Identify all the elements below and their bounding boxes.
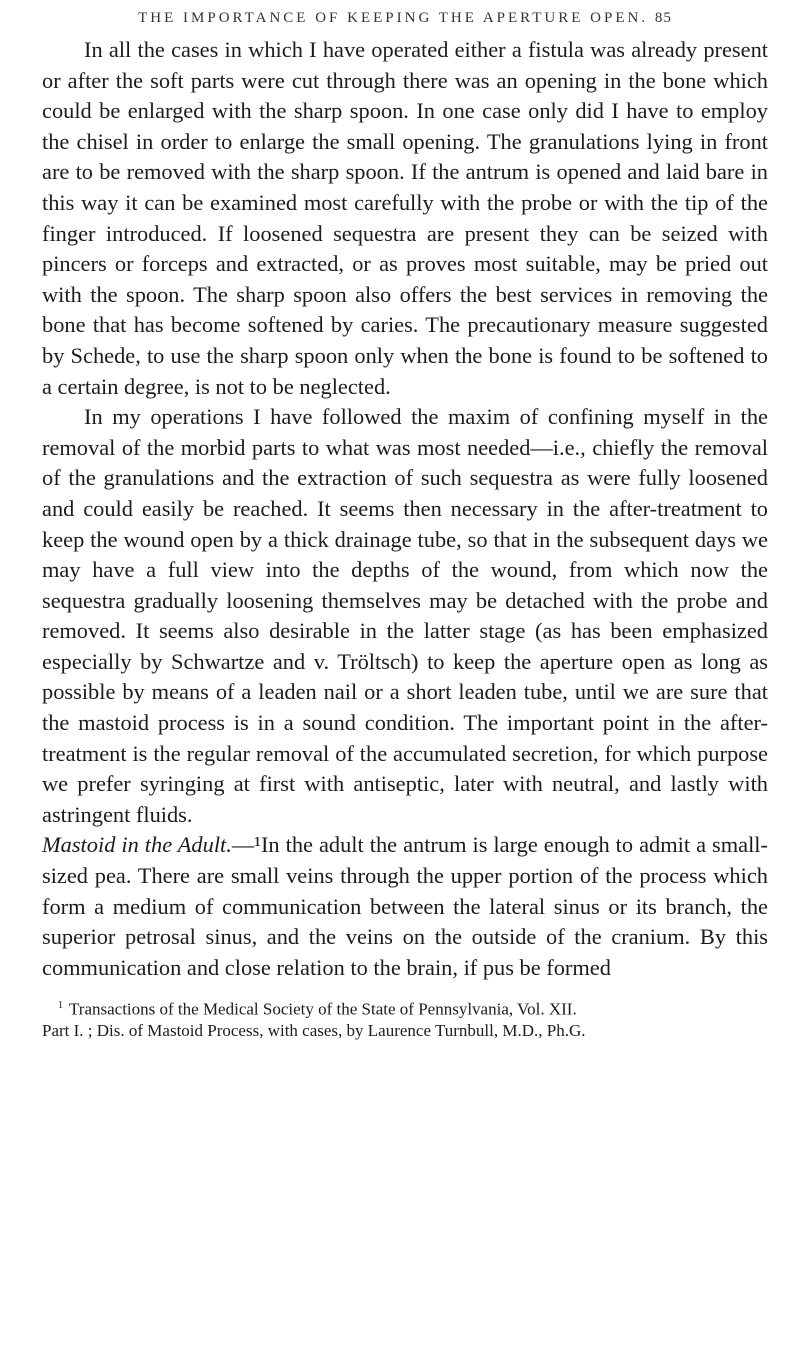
body-text <box>42 35 768 983</box>
footnote-text-1: Transactions of the Medical Society of the State of Pennsylvania, Vol. XII. <box>69 1000 577 1020</box>
running-head <box>42 10 768 27</box>
paragraph-1: In all the cases in which I have operated either a fistula was already present or after the soft parts were cut through there was an opening in the bone which could be enlarged with the sharp spoon. In one case only did I have to employ the chisel in order to enlarge the small opening. The granulations lying in front are to be removed with the sharp spoon. If the antrum is opened and laid bare in this way it can be examined most carefully with the probe or with the tip of the finger introduced. If loosened sequestra are present they can be seized with pincers or forceps and extracted, or as proves most suitable, may be pried out with the spoon. The sharp spoon also offers the best services in removing the bone that has become softened by caries. The precautionary measure suggested by Schede, to use the sharp spoon only when the bone is found to be softened to a certain degree, is not to be neglected. <box>42 37 768 399</box>
page-number: 85 <box>654 10 672 26</box>
paragraph-3 <box>42 830 768 983</box>
footnote-mark: 1 <box>58 1000 63 1012</box>
footnote-line-1 <box>42 995 768 1020</box>
section-lead: Mastoid in the Adult. <box>42 832 232 858</box>
running-head-title: THE IMPORTANCE OF KEEPING THE APERTURE OPEN. <box>138 10 649 26</box>
footnote <box>42 995 768 1041</box>
paragraph-2: In my operations I have followed the maxim of confining myself in the removal of the morbid parts to what was most needed—i.e., chiefly the removal of the granulations and the extraction of such sequestra as were fully loosened and could easily be reached. It seems then necessary in the after-treatment to keep the wound open by a thick drainage tube, so that in the subsequent days we may have a full view into the depths of the wound, from which now the sequestra gradually loosening themselves may be detached with the probe and removed. It seems also desirable in the latter stage (as has been emphasized especially by Schwartze and v. Tröltsch) to keep the aperture open as long as possible by means of a leaden nail or a short leaden tube, until we are sure that the mastoid process is in a sound condition. The important point in the after-treatment is the regular removal of the accumulated secretion, for which purpose we prefer syringing at first with antiseptic, later with neutral, and lastly with astringent fluids. <box>42 404 768 827</box>
footnote-text-2: Part I. ; Dis. of Mastoid Process, with cases, by Laurence Turnbull, M.D., Ph.G. <box>42 1021 586 1041</box>
section-text: —¹In the adult the antrum is large enough to admit a small-sized pea. There are small veins through the upper portion of the process which form a medium of communication between the lateral sinus or its branch, the superior petrosal sinus, and the veins on the outside of the cranium. By this communication and close relation to the brain, if pus be formed <box>42 832 768 980</box>
